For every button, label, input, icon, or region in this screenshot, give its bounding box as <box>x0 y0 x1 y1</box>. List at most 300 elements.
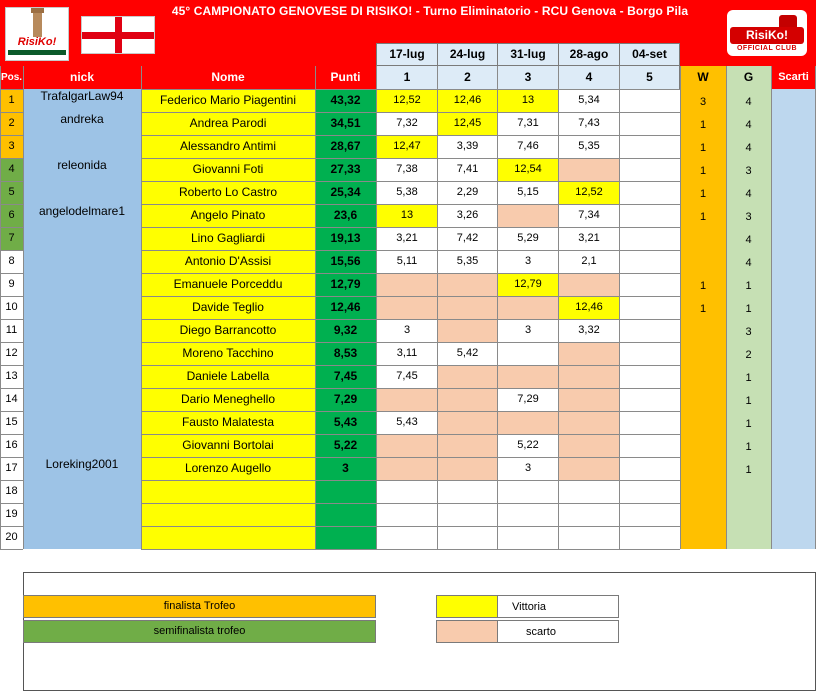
table-row-punti: 7,29 <box>333 392 358 406</box>
table-row-punti <box>315 526 376 549</box>
header-pos: Pos. <box>0 66 23 89</box>
table-row-games: 2 <box>745 349 752 361</box>
table-row-position: 20 <box>5 531 18 543</box>
table-row-round-1-score <box>376 434 438 457</box>
table-row-wins <box>680 436 726 459</box>
grid-line <box>0 342 23 343</box>
grid-line <box>141 457 376 458</box>
legend-semifinalist: semifinalista trofeo <box>23 620 376 643</box>
table-row-round-5-score <box>619 273 680 296</box>
grid-line <box>0 181 23 182</box>
table-row-games: 1 <box>745 464 752 476</box>
table-row-wins <box>680 229 726 252</box>
table-row-position: 3 <box>0 135 23 158</box>
round-date-1: 17-lug <box>376 43 438 66</box>
table-row-nick <box>23 430 141 453</box>
table-row-games: 4 <box>745 188 752 200</box>
table-row-round-4-score: 5,34 <box>558 89 620 112</box>
grid-line <box>141 480 376 481</box>
table-row-games: 1 <box>745 280 752 292</box>
table-row-punti: 27,33 <box>330 162 361 176</box>
header-round-3: 3 <box>497 66 559 89</box>
table-row-nick <box>23 338 141 361</box>
table-row-position: 17 <box>5 462 18 474</box>
table-row-games: 1 <box>745 372 752 384</box>
table-row-games: 3 <box>745 326 752 338</box>
table-row-nick <box>23 269 141 292</box>
table-row-round-1-score <box>376 388 438 411</box>
table-row-punti <box>315 480 376 503</box>
table-row-round-2-score: 2,29 <box>437 181 498 204</box>
table-row-round-5-score <box>619 204 680 227</box>
grid-line <box>141 204 376 205</box>
table-row-round-3-score <box>497 503 559 526</box>
table-row-position: 10 <box>5 301 18 313</box>
scarti-column-bg <box>771 89 816 549</box>
grid-line <box>141 227 376 228</box>
table-row-round-3-score: 5,15 <box>497 181 559 204</box>
table-row-games: 4 <box>745 257 752 269</box>
grid-line <box>141 158 376 159</box>
table-row-nome: Emanuele Porceddu <box>173 277 283 291</box>
grid-line <box>0 89 23 90</box>
table-row-round-1-score: 12,47 <box>376 135 438 158</box>
table-row-round-4-score: 3,21 <box>558 227 620 250</box>
table-row-round-2-score <box>437 388 498 411</box>
table-row-nick <box>23 384 141 407</box>
table-row-nome: Giovanni Foti <box>192 162 264 176</box>
round-date-4: 28-ago <box>558 43 620 66</box>
table-row-punti: 43,32 <box>330 93 361 107</box>
table-row-games: 1 <box>745 395 752 407</box>
table-row-nome: Antonio D'Assisi <box>184 254 272 268</box>
table-row-round-3-score: 5,29 <box>497 227 559 250</box>
table-row-round-3-score: 7,29 <box>497 388 559 411</box>
grid-line <box>376 158 680 159</box>
grid-line <box>0 457 23 458</box>
grid-line <box>23 66 24 549</box>
grid-line <box>619 66 620 549</box>
table-row-round-2-score: 3,39 <box>437 135 498 158</box>
grid-line <box>497 66 498 549</box>
grid-line <box>376 457 680 458</box>
table-row-round-1-score: 7,45 <box>376 365 438 388</box>
header-round-2: 2 <box>437 66 498 89</box>
table-row-punti: 19,13 <box>330 231 361 245</box>
tower-icon <box>33 11 42 37</box>
table-row-wins: 1 <box>699 188 707 200</box>
table-row-round-3-score <box>497 526 559 549</box>
header-round-4: 4 <box>558 66 620 89</box>
table-row-games: 3 <box>745 165 752 177</box>
table-row-wins <box>680 459 726 482</box>
table-row-nome: Lino Gagliardi <box>190 231 266 245</box>
table-row-round-5-score <box>619 480 680 503</box>
table-row-nome <box>141 503 315 526</box>
table-row-round-3-score <box>497 365 559 388</box>
table-row-punti: 7,45 <box>333 369 358 383</box>
table-row-round-1-score: 3 <box>376 319 438 342</box>
table-row-nick <box>23 315 141 338</box>
grid-line <box>376 319 680 320</box>
table-row-round-1-score <box>376 457 438 480</box>
table-row-punti: 23,6 <box>333 208 358 222</box>
table-row-wins <box>680 252 726 275</box>
table-row-nick <box>23 407 141 430</box>
table-row-round-5-score <box>619 135 680 158</box>
legend-win-swatch <box>436 595 498 618</box>
legend-finalist: finalista Trofeo <box>23 595 376 618</box>
table-row-round-5-score <box>619 181 680 204</box>
table-row-round-3-score: 12,54 <box>497 158 559 181</box>
table-row-nome: Fausto Malatesta <box>181 415 275 429</box>
grid-line <box>0 480 23 481</box>
grid-line <box>0 204 23 205</box>
legend-win-label: Vittoria <box>497 595 619 618</box>
table-row-round-2-score: 5,42 <box>437 342 498 365</box>
grid-line <box>141 66 142 549</box>
table-row-nome: Daniele Labella <box>186 369 270 383</box>
table-row-round-3-score <box>497 296 559 319</box>
table-row-round-2-score <box>437 457 498 480</box>
grid-line <box>141 365 376 366</box>
table-row-games: 4 <box>745 234 752 246</box>
table-row-wins: 1 <box>699 142 707 154</box>
table-row-round-3-score <box>497 342 559 365</box>
table-row-round-1-score: 7,32 <box>376 112 438 135</box>
table-row-punti: 15,56 <box>330 254 361 268</box>
table-row-wins: 3 <box>699 96 707 108</box>
table-row-position: 12 <box>5 347 18 359</box>
table-row-round-1-score: 3,11 <box>376 342 438 365</box>
table-row-round-1-score: 5,38 <box>376 181 438 204</box>
table-row-round-4-score <box>558 480 620 503</box>
table-row-nome <box>141 526 315 549</box>
table-row-position: 16 <box>5 439 18 451</box>
grid-line <box>141 319 376 320</box>
grid-line <box>0 526 23 527</box>
table-row-position: 11 <box>5 324 18 336</box>
grid-line <box>376 181 680 182</box>
risiko-official-club-logo <box>727 10 807 56</box>
grid-line <box>376 250 680 251</box>
table-row-round-4-score: 7,34 <box>558 204 620 227</box>
table-row-games: 4 <box>745 119 752 131</box>
table-row-nome <box>141 480 315 503</box>
table-row-wins: 1 <box>699 280 707 292</box>
table-row-games: 1 <box>745 418 752 430</box>
table-row-round-1-score: 12,52 <box>376 89 438 112</box>
table-row-round-5-score <box>619 227 680 250</box>
table-row-nome: Angelo Pinato <box>190 208 266 222</box>
table-row-round-4-score: 12,52 <box>558 181 620 204</box>
table-row-round-4-score: 12,46 <box>558 296 620 319</box>
grid-line <box>141 273 376 274</box>
grid-line <box>0 250 23 251</box>
table-row-round-5-score <box>619 319 680 342</box>
table-row-nick <box>23 476 141 499</box>
grid-line <box>0 296 23 297</box>
table-row-round-3-score <box>497 480 559 503</box>
table-row-round-4-score <box>558 158 620 181</box>
table-row-round-5-score <box>619 411 680 434</box>
table-row-wins <box>680 528 726 551</box>
table-row-nick <box>23 223 141 246</box>
table-row-round-4-score <box>558 365 620 388</box>
header-g: G <box>726 66 771 89</box>
table-row-wins <box>680 505 726 528</box>
table-row-punti: 12,46 <box>330 300 361 314</box>
logo-left-ribbon <box>8 50 66 55</box>
header-nome: Nome <box>141 66 315 89</box>
table-row-round-1-score <box>376 296 438 319</box>
round-date-3: 31-lug <box>497 43 559 66</box>
table-row-nick: angelodelmare1 <box>38 204 126 218</box>
grid-line <box>0 503 23 504</box>
table-row-round-4-score <box>558 526 620 549</box>
table-row-round-1-score: 5,11 <box>376 250 438 273</box>
grid-line <box>376 526 680 527</box>
header-round-1: 1 <box>376 66 438 89</box>
table-row-round-1-score <box>376 480 438 503</box>
table-row-round-4-score <box>558 388 620 411</box>
table-row-round-2-score <box>437 365 498 388</box>
table-row-round-2-score: 7,41 <box>437 158 498 181</box>
table-row-games: 3 <box>745 211 752 223</box>
grid-line <box>141 503 376 504</box>
table-row-round-2-score: 3,26 <box>437 204 498 227</box>
grid-line <box>726 66 727 549</box>
table-row-wins <box>680 321 726 344</box>
table-row-punti: 3 <box>342 461 349 475</box>
grid-line <box>141 181 376 182</box>
grid-line <box>141 342 376 343</box>
table-row-round-3-score: 3 <box>497 319 559 342</box>
table-row-position: 9 <box>8 278 15 290</box>
table-row-round-1-score <box>376 526 438 549</box>
grid-line <box>0 227 23 228</box>
table-row-punti: 5,22 <box>333 438 358 452</box>
grid-line <box>0 135 23 136</box>
grid-line <box>376 273 680 274</box>
round-date-5: 04-set <box>619 43 680 66</box>
table-row-round-3-score <box>497 411 559 434</box>
table-row-games <box>726 482 771 505</box>
grid-line <box>0 319 23 320</box>
grid-line <box>558 66 559 549</box>
table-row-round-4-score <box>558 503 620 526</box>
table-row-round-2-score <box>437 319 498 342</box>
grid-line <box>141 526 376 527</box>
table-row-round-2-score: 5,35 <box>437 250 498 273</box>
grid-line <box>0 434 23 435</box>
table-row-round-2-score <box>437 503 498 526</box>
grid-line <box>376 296 680 297</box>
table-row-games <box>726 505 771 528</box>
table-row-nome: Andrea Parodi <box>189 116 267 130</box>
table-row-round-4-score <box>558 273 620 296</box>
table-row-nick <box>23 177 141 200</box>
table-row-round-4-score: 7,43 <box>558 112 620 135</box>
genova-flag-icon <box>81 16 155 54</box>
grid-line <box>376 135 680 136</box>
table-row-games: 1 <box>745 303 752 315</box>
grid-line <box>0 158 23 159</box>
table-row-nick <box>23 361 141 384</box>
table-row-round-2-score: 12,45 <box>437 112 498 135</box>
table-row-round-4-score: 5,35 <box>558 135 620 158</box>
table-row-position: 5 <box>0 181 23 204</box>
grid-line <box>376 365 680 366</box>
header-punti: Punti <box>315 66 376 89</box>
table-row-nome: Davide Teglio <box>192 300 264 314</box>
table-row-games: 4 <box>745 96 752 108</box>
table-row-round-2-score: 7,42 <box>437 227 498 250</box>
table-row-punti: 8,53 <box>333 346 358 360</box>
table-row-round-1-score <box>376 503 438 526</box>
grid-line <box>376 434 680 435</box>
table-row-round-3-score: 3 <box>497 250 559 273</box>
table-row-punti: 12,79 <box>330 277 361 291</box>
table-row-round-5-score <box>619 89 680 112</box>
table-row-nome: Giovanni Bortolai <box>182 438 274 452</box>
grid-line <box>376 388 680 389</box>
grid-line <box>141 411 376 412</box>
table-row-round-4-score <box>558 457 620 480</box>
header-round-5: 5 <box>619 66 680 89</box>
table-row-round-3-score: 13 <box>497 89 559 112</box>
table-row-round-4-score: 3,32 <box>558 319 620 342</box>
logo-left-text: RisiKo! <box>17 36 57 48</box>
grid-line <box>0 66 1 549</box>
table-row-round-5-score <box>619 434 680 457</box>
grid-line <box>376 66 377 549</box>
table-row-wins <box>680 482 726 505</box>
table-row-nome: Federico Mario Piagentini <box>159 93 297 107</box>
grid-line <box>141 388 376 389</box>
risiko-genova-logo <box>5 7 69 61</box>
table-row-games: 1 <box>745 441 752 453</box>
table-row-round-5-score <box>619 342 680 365</box>
table-row-position: 6 <box>0 204 23 227</box>
table-row-position: 13 <box>5 370 18 382</box>
table-row-round-5-score <box>619 250 680 273</box>
table-row-round-3-score: 7,46 <box>497 135 559 158</box>
table-row-round-3-score: 12,79 <box>497 273 559 296</box>
table-row-wins: 1 <box>699 119 707 131</box>
table-row-position: 19 <box>5 508 18 520</box>
grid-line <box>376 204 680 205</box>
grid-line <box>376 227 680 228</box>
grid-line <box>141 112 376 113</box>
table-row-position: 7 <box>0 227 23 250</box>
table-row-nome: Moreno Tacchino <box>182 346 274 360</box>
table-row-position: 14 <box>5 393 18 405</box>
table-row-nick <box>23 246 141 269</box>
table-row-round-3-score: 3 <box>497 457 559 480</box>
grid-line <box>376 112 680 113</box>
table-row-round-5-score <box>619 526 680 549</box>
table-row-round-2-score <box>437 480 498 503</box>
table-row-nome: Lorenzo Augello <box>184 461 272 475</box>
header-scarti: Scarti <box>771 66 816 89</box>
table-row-nick <box>23 522 141 545</box>
table-row-round-2-score <box>437 296 498 319</box>
table-row-round-5-score <box>619 388 680 411</box>
table-row-round-3-score: 7,31 <box>497 112 559 135</box>
table-row-nome: Alessandro Antimi <box>179 139 277 153</box>
table-row-round-4-score <box>558 342 620 365</box>
table-row-wins: 1 <box>699 303 707 315</box>
table-row-round-3-score: 5,22 <box>497 434 559 457</box>
table-row-round-3-score <box>497 204 559 227</box>
grid-line <box>141 135 376 136</box>
header-w: W <box>680 66 726 89</box>
table-row-punti: 9,32 <box>333 323 358 337</box>
table-row-position: 4 <box>0 158 23 181</box>
table-row-nome: Roberto Lo Castro <box>178 185 278 199</box>
grid-line <box>0 388 23 389</box>
table-row-round-5-score <box>619 296 680 319</box>
table-row-punti: 25,34 <box>330 185 361 199</box>
grid-line <box>141 250 376 251</box>
table-row-round-5-score <box>619 503 680 526</box>
table-row-punti: 5,43 <box>333 415 358 429</box>
table-row-wins <box>680 367 726 390</box>
table-row-games <box>726 528 771 551</box>
table-row-wins <box>680 413 726 436</box>
page-title: 45° CAMPIONATO GENOVESE DI RISIKO! - Turno Eliminatorio - RCU Genova - Borgo Pila <box>171 4 689 18</box>
table-row-punti <box>315 503 376 526</box>
header-nick: nick <box>23 66 141 89</box>
grid-line <box>376 480 680 481</box>
table-row-round-5-score <box>619 365 680 388</box>
table-row-position: 2 <box>0 112 23 135</box>
table-row-nick: andreka <box>60 112 104 126</box>
grid-line <box>376 549 680 550</box>
table-row-position: 1 <box>0 89 23 112</box>
table-row-wins: 1 <box>699 165 707 177</box>
grid-line <box>437 66 438 549</box>
grid-line <box>0 365 23 366</box>
table-row-round-2-score: 12,46 <box>437 89 498 112</box>
table-row-round-1-score: 7,38 <box>376 158 438 181</box>
table-row-position: 18 <box>5 485 18 497</box>
table-row-position: 15 <box>5 416 18 428</box>
grid-line <box>0 273 23 274</box>
grid-line <box>376 342 680 343</box>
grid-line <box>141 549 376 550</box>
table-row-position: 8 <box>8 255 15 267</box>
table-row-wins: 1 <box>699 211 707 223</box>
table-row-nick <box>23 499 141 522</box>
grid-line <box>376 89 680 90</box>
table-row-nome: Diego Barrancotto <box>179 323 277 337</box>
table-row-round-5-score <box>619 457 680 480</box>
table-row-round-1-score: 3,21 <box>376 227 438 250</box>
grid-line <box>141 434 376 435</box>
table-row-nick <box>23 292 141 315</box>
table-row-round-1-score <box>376 273 438 296</box>
table-row-round-2-score <box>437 434 498 457</box>
grid-line <box>376 503 680 504</box>
logo-right-subtitle: OFFICIAL CLUB <box>736 45 798 52</box>
table-row-nick: TrafalgarLaw94 <box>40 89 124 103</box>
table-row-punti: 28,67 <box>330 139 361 153</box>
tank-icon <box>779 15 797 27</box>
table-row-round-1-score: 13 <box>376 204 438 227</box>
table-row-wins <box>680 344 726 367</box>
